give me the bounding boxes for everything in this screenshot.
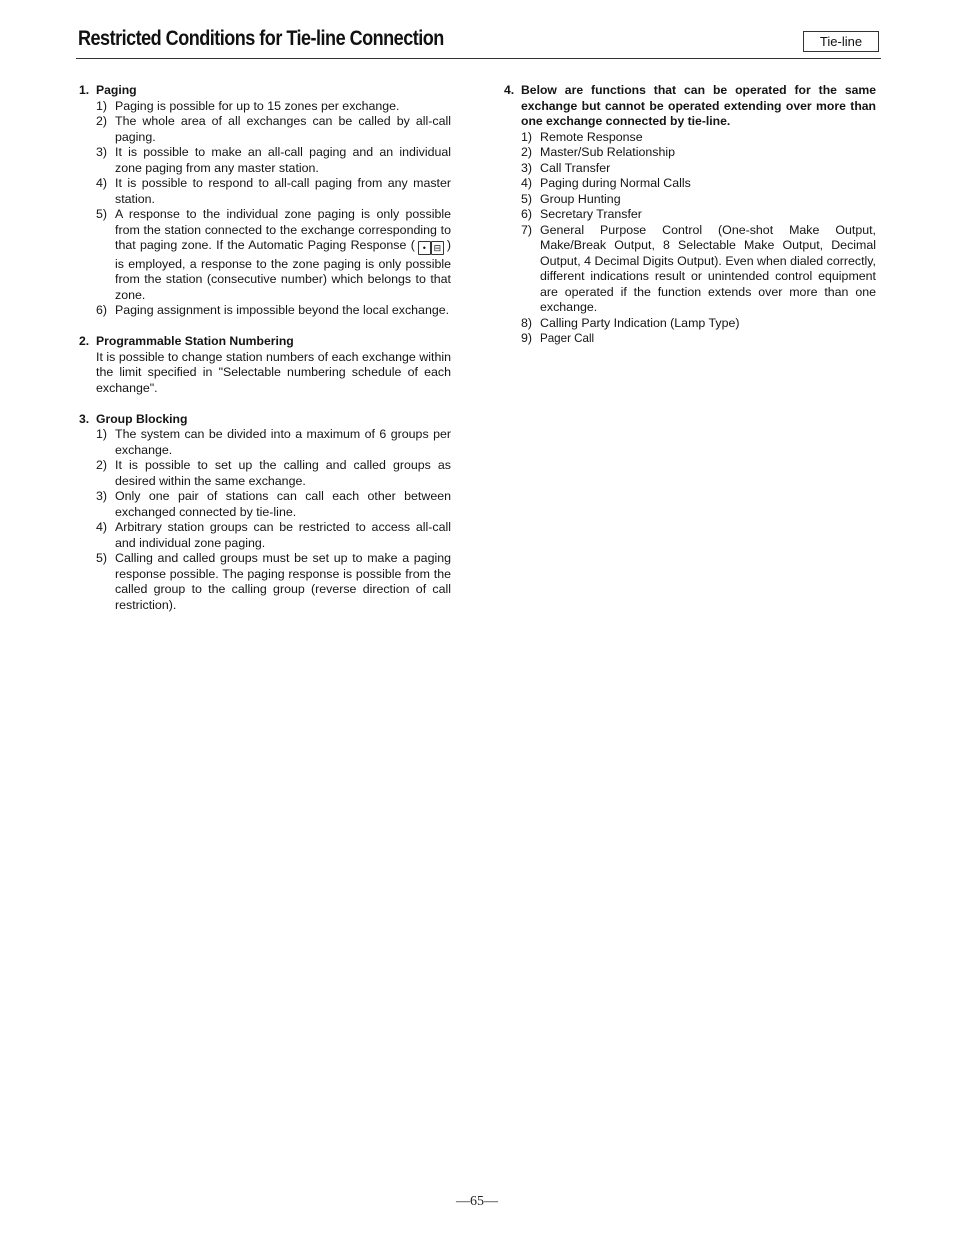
section-number: 1. bbox=[79, 83, 90, 97]
list-item bbox=[504, 130, 876, 146]
section-title: Group Blocking bbox=[96, 411, 188, 426]
list-item bbox=[79, 520, 451, 551]
list-item bbox=[79, 303, 451, 319]
item-text: The system can be divided into a maximum of 6 groups per exchange. bbox=[115, 427, 451, 457]
section-number: 4. bbox=[504, 83, 515, 97]
left-column bbox=[79, 83, 451, 629]
item-text bbox=[115, 207, 451, 303]
item-number: 5) bbox=[96, 207, 108, 221]
list-item bbox=[504, 161, 876, 177]
item-text: Arbitrary station groups can be restricted to access all-call and individual zone paging. bbox=[115, 520, 451, 550]
item-text: Calling and called groups must be set up to make a paging response possible. The paging response is possible from the called group to the calling group (reverse direction of call restriction). bbox=[115, 551, 451, 612]
item-text: Only one pair of stations can call each other between exchanged connected by tie-line. bbox=[115, 489, 451, 519]
item-text: Remote Response bbox=[540, 129, 643, 144]
item-text: It is possible to respond to all-call paging from any master station. bbox=[115, 176, 451, 206]
item-number: 3) bbox=[521, 160, 533, 175]
section-heading bbox=[79, 412, 451, 428]
item-text: Paging is possible for up to 15 zones per exchange. bbox=[115, 98, 400, 113]
item-number: 5) bbox=[521, 191, 533, 206]
item-number: 4) bbox=[521, 176, 533, 190]
page-title: Restricted Conditions for Tie-line Connection bbox=[78, 27, 444, 50]
section-number: 2. bbox=[79, 334, 90, 348]
section-group-blocking bbox=[79, 412, 451, 614]
item-number: 5) bbox=[96, 551, 108, 565]
item-number: 4) bbox=[96, 176, 108, 190]
section-restricted-functions bbox=[504, 83, 876, 347]
item-number: 2) bbox=[521, 145, 533, 159]
section-title: Below are functions that can be operated for the same exchange but cannot be operated extending over more than one exchange connected by tie-line. bbox=[521, 83, 876, 128]
item-text-before: A response to the individual zone paging is only possible from the station connected to the exchange corresponding to that paging zone. If the Automatic Paging Response ( bbox=[115, 207, 451, 252]
list-item bbox=[79, 458, 451, 489]
list-item bbox=[79, 99, 451, 115]
item-text: It is possible to set up the calling and called groups as desired within the same exchange. bbox=[115, 458, 451, 488]
item-number: 1) bbox=[96, 98, 108, 113]
section-heading bbox=[79, 334, 451, 350]
item-list bbox=[504, 130, 876, 347]
list-item bbox=[504, 223, 876, 316]
section-title: Paging bbox=[96, 83, 137, 97]
paging-key-icon: ⊟ bbox=[431, 241, 444, 255]
list-item bbox=[504, 316, 876, 332]
item-text: Secretary Transfer bbox=[540, 207, 642, 221]
section-paging bbox=[79, 83, 451, 319]
section-heading bbox=[504, 83, 876, 130]
item-number: 3) bbox=[96, 489, 108, 503]
item-number: 8) bbox=[521, 315, 533, 330]
dot-key-icon: • bbox=[418, 241, 431, 255]
list-item bbox=[504, 192, 876, 208]
list-item bbox=[79, 551, 451, 613]
item-list bbox=[79, 427, 451, 613]
item-text: Call Transfer bbox=[540, 160, 611, 175]
page-number: —65— bbox=[456, 1194, 498, 1209]
section-title: Programmable Station Numbering bbox=[96, 334, 294, 348]
item-number: 3) bbox=[96, 145, 108, 159]
item-number: 6) bbox=[96, 303, 108, 317]
section-tag: Tie-line bbox=[803, 31, 879, 52]
item-number: 1) bbox=[521, 129, 533, 144]
item-text: Group Hunting bbox=[540, 191, 621, 206]
list-item bbox=[79, 427, 451, 458]
section-number: 3. bbox=[79, 411, 90, 426]
list-item bbox=[79, 145, 451, 176]
list-item bbox=[504, 207, 876, 223]
item-number: 2) bbox=[96, 114, 108, 128]
item-text: The whole area of all exchanges can be called by all-call paging. bbox=[115, 114, 451, 144]
section-paragraph: It is possible to change station numbers of each exchange within the limit specified in "Selectable numbering schedule of each exchange". bbox=[96, 349, 451, 395]
item-text: Calling Party Indication (Lamp Type) bbox=[540, 315, 740, 330]
item-text: Paging assignment is impossible beyond the local exchange. bbox=[115, 303, 450, 317]
list-item bbox=[504, 145, 876, 161]
section-heading bbox=[79, 83, 451, 99]
header-divider bbox=[76, 58, 881, 59]
list-item bbox=[79, 489, 451, 520]
item-number: 4) bbox=[96, 520, 108, 534]
item-number: 6) bbox=[521, 207, 533, 221]
item-list bbox=[79, 99, 451, 319]
item-number: 7) bbox=[521, 222, 533, 237]
item-text: It is possible to make an all-call paging and an individual zone paging from any master station. bbox=[115, 145, 451, 175]
item-text: Paging during Normal Calls bbox=[540, 176, 691, 190]
paging-response-keys bbox=[418, 241, 444, 257]
right-column bbox=[504, 83, 876, 362]
list-item bbox=[79, 176, 451, 207]
item-text: General Purpose Control (One-shot Make Output, Make/Break Output, 8 Selectable Make Output, Decimal Output, 4 Decimal Digits Output). Even when dialed correctly, different indications result or unintended control equipment are operated if the function extends over more than one exchange. bbox=[540, 222, 876, 314]
item-text-after: ) is employed, a response to the zone paging is only possible from the station (consecutive number) which belongs to that zone. bbox=[115, 238, 451, 302]
list-item bbox=[504, 331, 876, 347]
item-text: Master/Sub Relationship bbox=[540, 145, 675, 159]
item-text: Pager Call bbox=[540, 332, 595, 345]
item-number: 9) bbox=[521, 331, 533, 345]
list-item bbox=[79, 114, 451, 145]
item-number: 1) bbox=[96, 427, 108, 441]
item-number: 2) bbox=[96, 458, 108, 472]
list-item bbox=[79, 207, 451, 303]
section-station-numbering bbox=[79, 334, 451, 396]
list-item bbox=[504, 176, 876, 192]
